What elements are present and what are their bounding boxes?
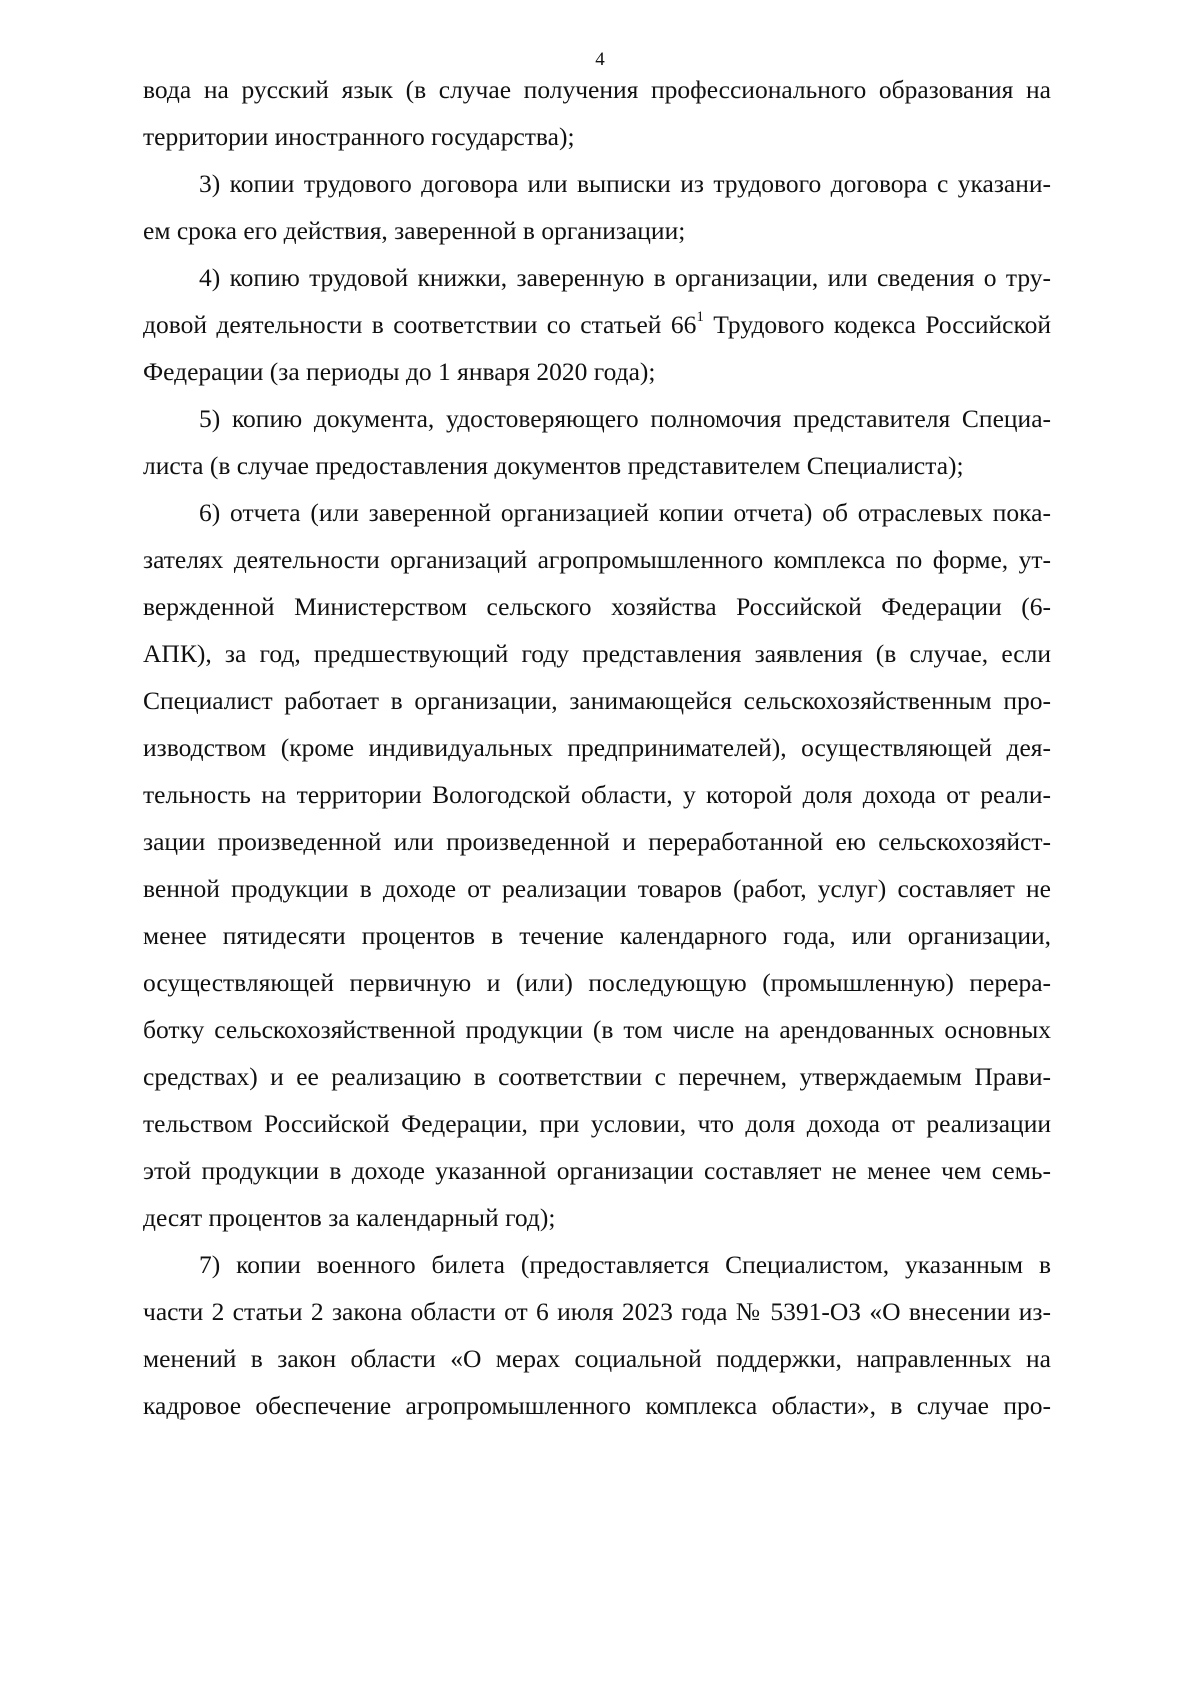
text-line: Специалист работает в организации, занимающейся сельскохозяйственным про- — [143, 686, 1051, 715]
text-line: 5) копию документа, удостоверяющего полномочия представителя Специа- — [199, 404, 1051, 433]
superscript: 1 — [696, 309, 704, 325]
text-line: АПК), за год, предшествующий году представления заявления (в случае, если — [143, 639, 1051, 668]
text-line: 6) отчета (или заверенной организацией копии отчета) об отраслевых пока- — [199, 498, 1051, 527]
text-line: венной продукции в доходе от реализации товаров (работ, услуг) составляет не — [143, 874, 1051, 903]
text-line: этой продукции в доходе указанной организации составляет не менее чем семь- — [143, 1156, 1051, 1185]
text-line: осуществляющей первичную и (или) последующую (промышленную) перера- — [143, 968, 1051, 997]
text-line: ем срока его действия, заверенной в организации; — [143, 216, 686, 245]
text-line-with-superscript — [143, 301, 1051, 348]
text-line: кадровое обеспечение агропромышленного комплекса области», в случае про- — [143, 1391, 1051, 1420]
text-line: Федерации (за периоды до 1 января 2020 года); — [143, 357, 656, 386]
text-line: 7) копии военного билета (предоставляется Специалистом, указанным в — [199, 1250, 1051, 1279]
text-line: менений в закон области «О мерах социальной поддержки, направленных на — [143, 1344, 1051, 1373]
text-segment: довой деятельности в соответствии со статьей 66 — [143, 310, 697, 339]
text-segment: Трудового кодекса Российской — [703, 310, 1051, 339]
text-line: ботку сельскохозяйственной продукции (в том числе на арендованных основных — [143, 1015, 1051, 1044]
text-line: вода на русский язык (в случае получения профессионального образования на — [143, 75, 1051, 104]
text-line: 4) копию трудовой книжки, заверенную в организации, или сведения о тру- — [199, 263, 1051, 292]
text-line: 3) копии трудового договора или выписки из трудового договора с указани- — [199, 169, 1051, 198]
document-body — [143, 66, 1051, 1429]
text-line: листа (в случае предоставления документов представителем Специалиста); — [143, 451, 964, 480]
text-line: тельством Российской Федерации, при условии, что доля дохода от реализации — [143, 1109, 1051, 1138]
text-line: средствах) и ее реализацию в соответствии с перечнем, утверждаемым Прави- — [143, 1062, 1051, 1091]
text-line: вержденной Министерством сельского хозяйства Российской Федерации (6- — [143, 592, 1051, 621]
text-line: зателях деятельности организаций агропромышленного комплекса по форме, ут- — [143, 545, 1051, 574]
text-line: тельность на территории Вологодской области, у которой доля дохода от реали- — [143, 780, 1051, 809]
text-line: менее пятидесяти процентов в течение календарного года, или организации, — [143, 921, 1051, 950]
text-line: зации произведенной или произведенной и переработанной ею сельскохозяйст- — [143, 827, 1051, 856]
text-line: территории иностранного государства); — [143, 122, 575, 151]
page-number: 4 — [595, 49, 605, 70]
text-line: части 2 статьи 2 закона области от 6 июля 2023 года № 5391-ОЗ «О внесении из- — [143, 1297, 1051, 1326]
text-line: изводством (кроме индивидуальных предпринимателей), осуществляющей дея- — [143, 733, 1051, 762]
text-line: десят процентов за календарный год); — [143, 1203, 556, 1232]
